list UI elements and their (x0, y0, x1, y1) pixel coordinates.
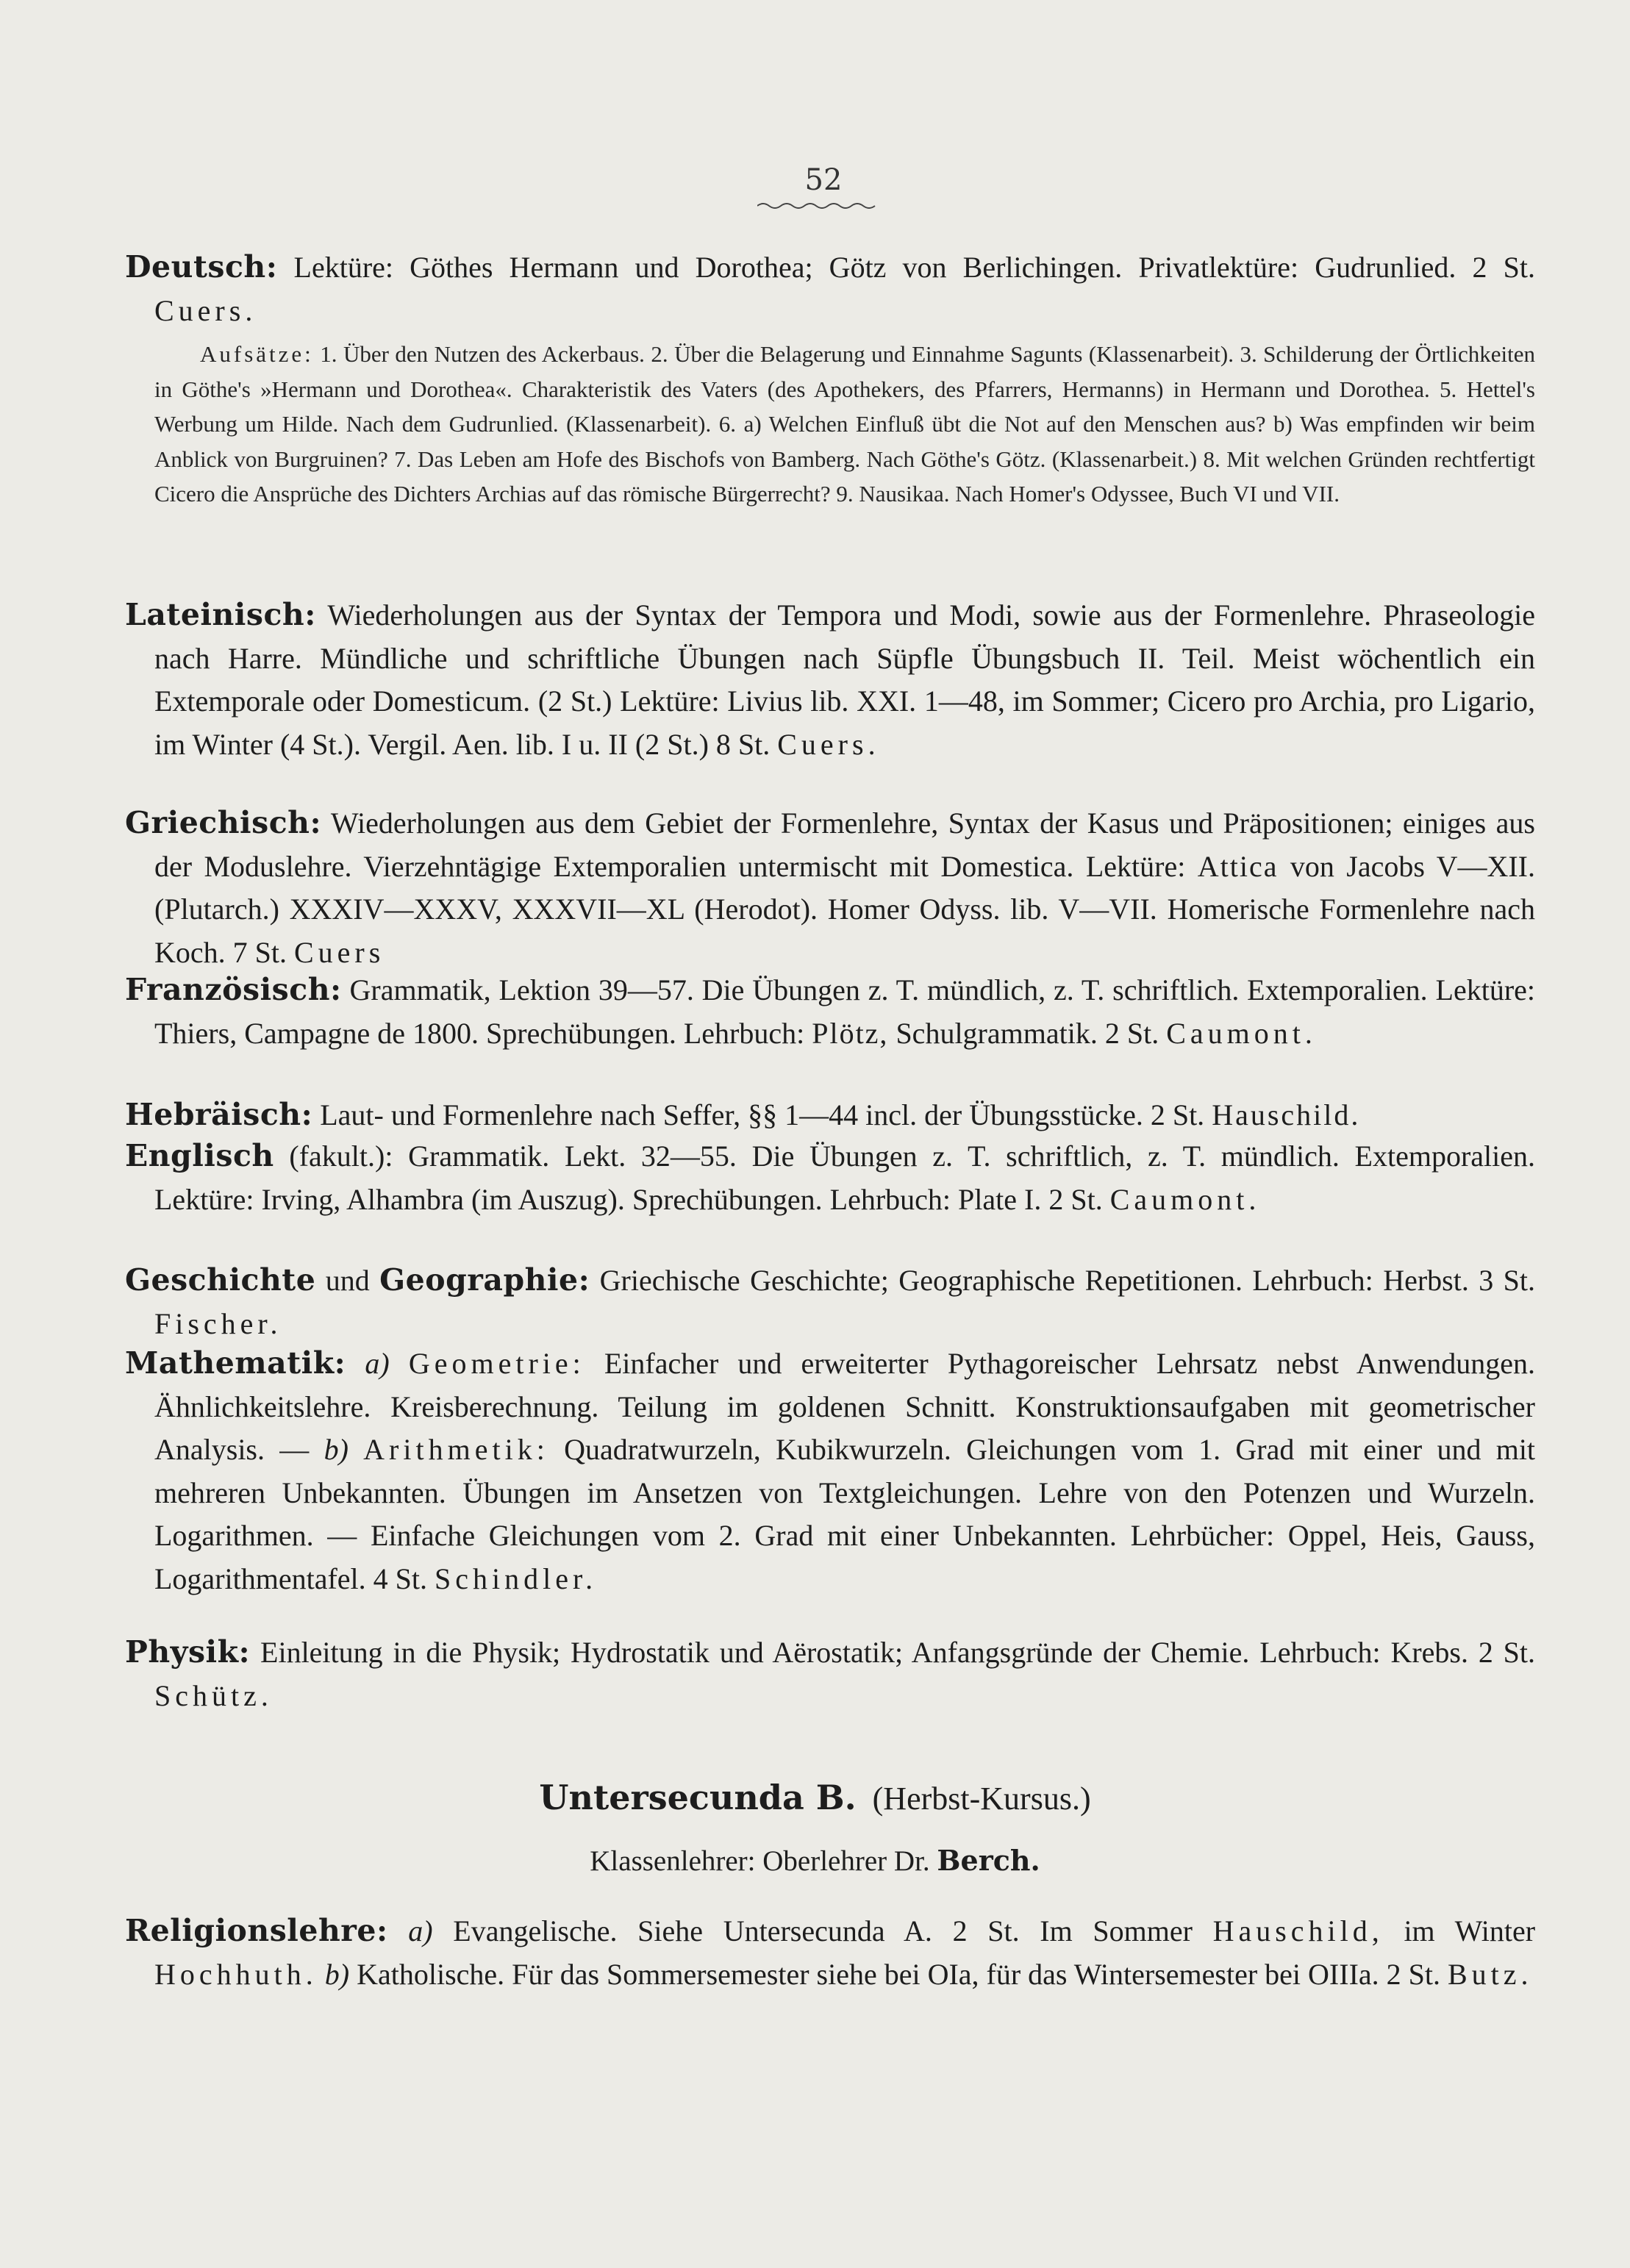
klassenlehrer-name: Berch. (937, 1844, 1040, 1877)
subject-hebraeisch (125, 1093, 1535, 1137)
section-title (0, 1778, 1630, 1817)
teacher-name: Cuers (294, 935, 385, 969)
enum-label: a) (408, 1914, 433, 1947)
page-number: 52 (804, 163, 843, 197)
subject-text: Einleitung in die Physik; Hydrostatik und Aërostatik; Anfangsgründe der Chemie. Lehrbuch: Krebs. 2 St. (260, 1636, 1536, 1669)
teacher-name: Hauschild. (1212, 1098, 1361, 1131)
subject-text: Wiederholungen aus der Syntax der Tempora und Modi, sowie aus der Formenlehre. Phraseologie nach Harre. Mündliche und schriftliche Übungen nach Süpfle Übungsbuch II. Teil. Meist wöchentlich ein Extemporale oder Domesticum. (2 St.) Lektüre: Livius lib. XXI. 1—48, im Sommer; Cicero pro Archia, pro Ligario, im Winter (4 St.). Vergil. Aen. lib. I u. II (2 St.) 8 St. (154, 598, 1535, 761)
subject-heading: Physik: (125, 1634, 251, 1670)
section-title-main: Untersecunda B. (539, 1778, 857, 1817)
subject-text: Grammatik, Lektion 39—57. Die Übungen z. T. mündlich, z. T. schriftlich. Extemporalien. Lektüre: Thiers, Campagne de 1800. Sprechübungen. Lehrbuch: (154, 973, 1536, 1050)
enum-label: a) (365, 1347, 390, 1380)
subject-religionslehre (125, 1909, 1535, 1996)
subject-text-spaced: Geometrie: (408, 1347, 585, 1380)
teacher-name: Caumont. (1109, 1182, 1261, 1216)
teacher-name: Cuers. (777, 727, 880, 761)
subject-text: Katholische. Für das Sommersemester siehe bei OIa, für das Wintersemester bei OIIIa. 2 St. (357, 1957, 1440, 1991)
enum-label: b) (324, 1433, 348, 1467)
subject-heading: Deutsch: (125, 249, 278, 285)
subject-text: und (325, 1264, 370, 1297)
section-subtitle: (Herbst-Kursus.) (872, 1781, 1091, 1817)
subject-heading: Mathematik: (125, 1345, 346, 1381)
subject-text: (fakult.): Grammatik. Lekt. 32—55. Die Übungen z. T. schriftlich, z. T. mündlich. Extemporalien. Lektüre: Irving, Alhambra (im Auszug). Sprechübungen. Lehrbuch: Plate I. 2 St. (154, 1140, 1536, 1216)
subject-text: Lektüre: Göthes Hermann und Dorothea; Götz von Berlichingen. Privatlektüre: Gudrunlied. 2 St. (293, 251, 1535, 284)
klassenlehrer-label: Klassenlehrer: Oberlehrer Dr. (590, 1845, 930, 1877)
subject-griechisch (125, 801, 1535, 974)
teacher-name: Hauschild, (1212, 1914, 1384, 1947)
subject-physik (125, 1631, 1535, 1717)
subject-heading: Lateinisch: (125, 597, 316, 632)
subject-deutsch (125, 246, 1535, 332)
subject-text-spaced: Plötz, (812, 1016, 889, 1050)
aufsaetze-list (154, 337, 1535, 512)
subject-heading: Griechisch: (125, 805, 322, 840)
teacher-name: Caumont. (1166, 1016, 1317, 1050)
subject-mathematik (125, 1342, 1535, 1601)
subject-text: Griechische Geschichte; Geographische Repetitionen. Lehrbuch: Herbst. 3 St. (599, 1264, 1536, 1297)
subject-text-spaced: Arithmetik: (363, 1433, 549, 1467)
subject-englisch (125, 1134, 1535, 1221)
subject-text: Einfacher und erweiterter Pythagoreischer Lehrsatz nebst Anwendungen. Ähnlichkeitslehre. Kreisberechnung. Teilung im goldenen Schnitt. Konstruktionsaufgaben mit geometrischer Analysis. — (154, 1347, 1536, 1467)
aufsaetze-text: 1. Über den Nutzen des Ackerbaus. 2. Über die Belagerung und Einnahme Sagunts (Klassenarbeit). 3. Schilderung der Örtlichkeiten in Göthe's »Hermann und Dorothea«. Charakteristik des Vaters (des Apothekers, des Pfarrers, Hermanns) in Hermann und Dorothea. 5. Hettel's Werbung um Hilde. Nach dem Gudrunlied. (Klassenarbeit). 6. a) Welchen Einfluß übt die Not auf den Menschen aus? b) Was empfinden wir beim Anblick von Burgruinen? 7. Das Leben am Hofe des Bischofs von Bamberg. Nach Göthe's Götz. (Klassenarbeit.) 8. Mit welchen Gründen rechtfertigt Cicero die Ansprüche des Dichters Archias auf das römische Bürgerrecht? 9. Nausikaa. Nach Homer's Odyssee, Buch VI und VII. (154, 341, 1535, 507)
subject-text: Wiederholungen aus dem Gebiet der Formenlehre, Syntax der Kasus und Präpositionen; einiges aus der Moduslehre. Vierzehntägige Extemporalien untermischt mit Domestica. Lektüre: (154, 806, 1535, 883)
subject-franzoesisch (125, 968, 1535, 1055)
aufsaetze-label: Aufsätze: (200, 341, 314, 367)
subject-heading: Französisch: (125, 972, 342, 1007)
subject-heading: Hebräisch: (125, 1097, 313, 1132)
subject-heading: Religionslehre: (125, 1913, 388, 1948)
teacher-name: Fischer. (154, 1306, 282, 1340)
subject-heading: Englisch (125, 1138, 274, 1173)
teacher-name: Schindler. (435, 1562, 598, 1595)
subject-geschichte (125, 1259, 1535, 1345)
subject-heading: Geographie: (379, 1262, 590, 1298)
subject-text: im Winter (1404, 1914, 1536, 1947)
subject-text: Schulgrammatik. 2 St. (896, 1016, 1159, 1050)
teacher-name: Hochhuth. (154, 1957, 318, 1991)
subject-text: Laut- und Formenlehre nach Seffer, §§ 1—44 incl. der Übungsstücke. 2 St. (320, 1098, 1205, 1131)
subject-text: Evangelische. Siehe Untersecunda A. 2 St. Im Sommer (453, 1914, 1193, 1947)
teacher-name: Schütz. (154, 1678, 273, 1712)
subject-text: von Jacobs V—XII. (Plutarch.) XXXIV—XXXV, XXXVII—XL (Herodot). Homer Odyss. lib. V—VII. Homerische Formenlehre nach Koch. 7 St. (154, 849, 1536, 969)
enum-label: b) (324, 1957, 350, 1991)
subject-lateinisch (125, 593, 1535, 766)
subject-text: Quadratwurzeln, Kubikwurzeln. Gleichungen vom 1. Grad mit einer und mit mehreren Unbekannten. Übungen im Ansetzen von Textgleichungen. Lehre von den Potenzen und Wurzeln. Logarithmen. — Einfache Gleichungen vom 2. Grad mit einer Unbekannten. Lehrbücher: Oppel, Heis, Gauss, Logarithmentafel. 4 St. (154, 1433, 1536, 1595)
squiggle-ornament (757, 200, 882, 212)
subject-text-spaced: Attica (1197, 849, 1279, 883)
teacher-name: Butz. (1448, 1957, 1533, 1991)
klassenlehrer-line (0, 1844, 1630, 1878)
teacher-name: Cuers. (154, 293, 257, 327)
subject-heading: Geschichte (125, 1262, 316, 1298)
